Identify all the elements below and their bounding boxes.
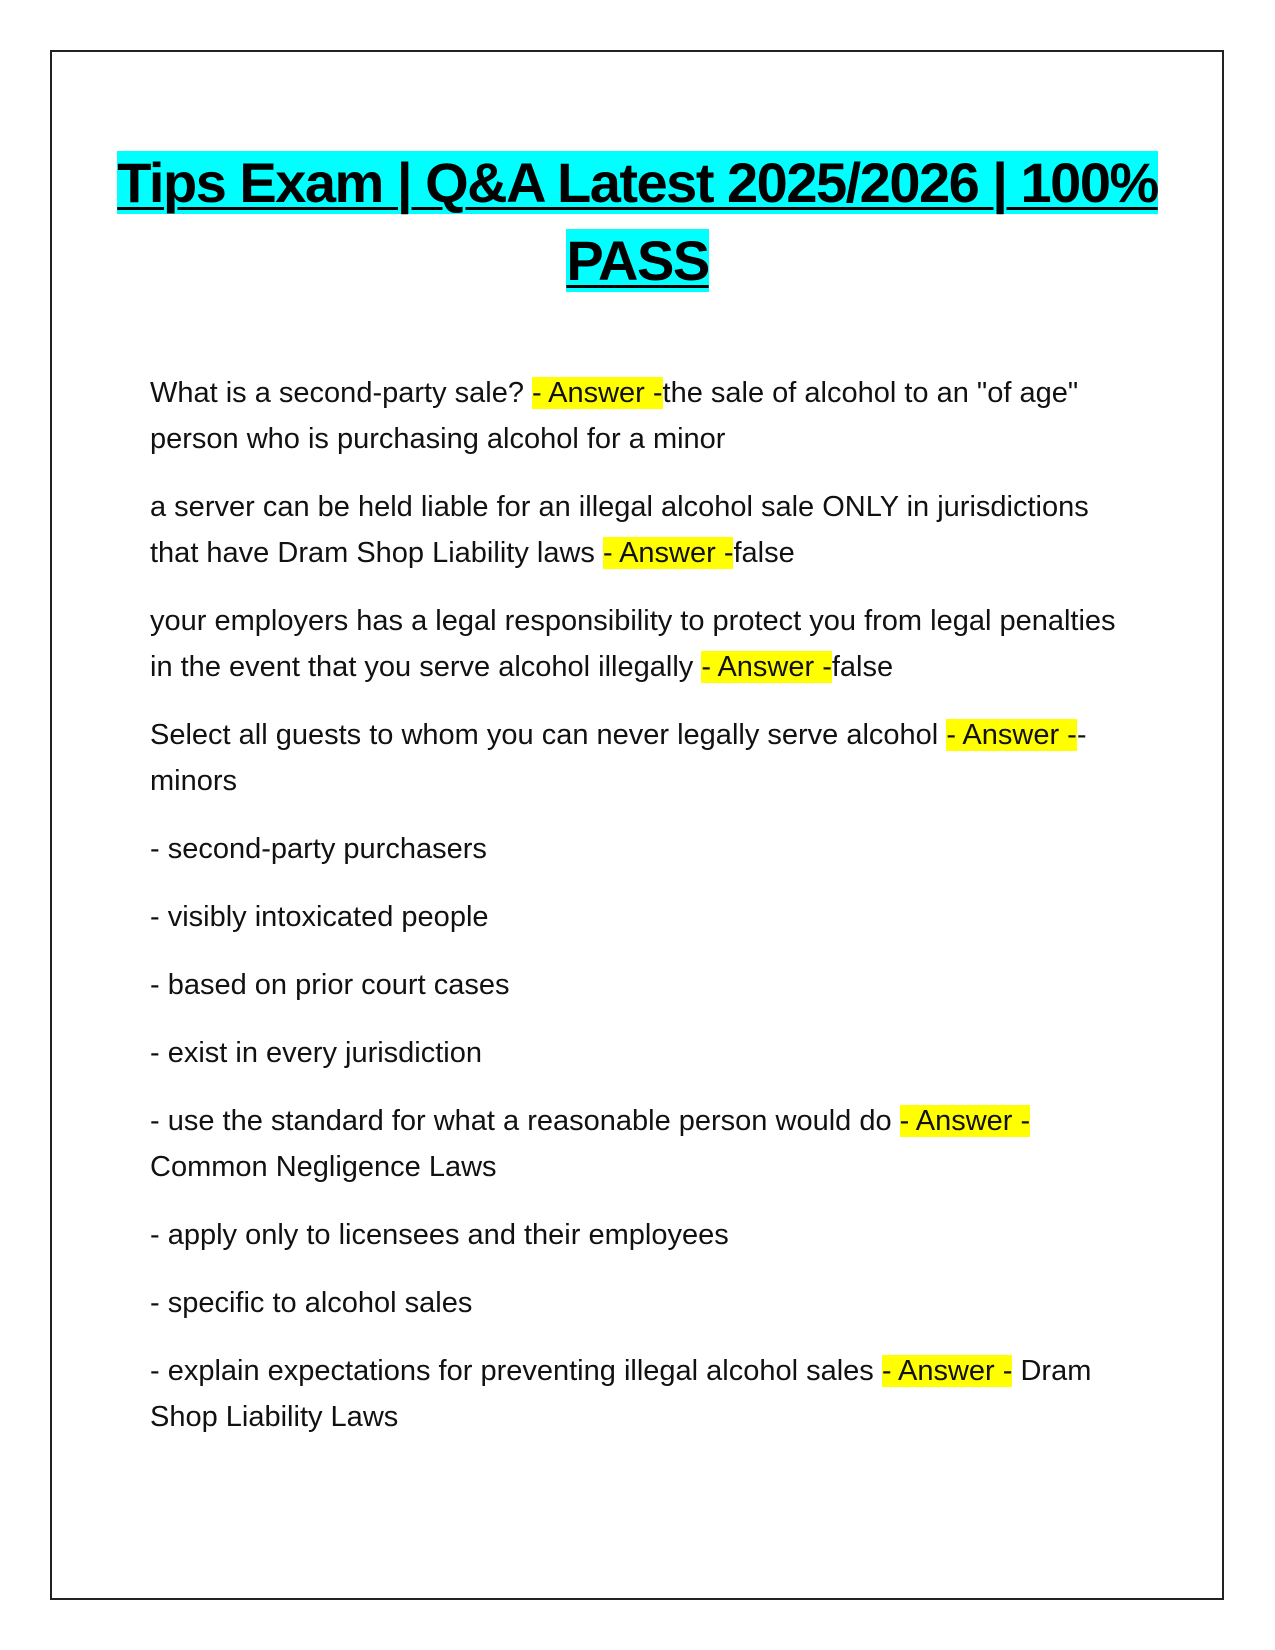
question-text: a server can be held liable for an illegal alcohol sale ONLY in jurisdictions that have Dram Shop Liability laws [150, 491, 1089, 569]
list-item-text: - visibly intoxicated people [150, 901, 489, 933]
qa-content [150, 370, 1140, 1462]
list-item-text: - based on prior court cases [150, 969, 510, 1001]
qa-item [150, 1098, 1140, 1190]
list-item [150, 1030, 1140, 1076]
answer-marker: - Answer - [532, 377, 663, 409]
qa-item [150, 598, 1140, 690]
list-item [150, 1212, 1140, 1258]
question-text: - explain expectations for preventing illegal alcohol sales [150, 1355, 882, 1387]
list-item-text: - apply only to licensees and their employees [150, 1219, 729, 1251]
answer-marker: - Answer - [881, 1355, 1013, 1387]
answer-text: false [831, 651, 894, 683]
answer-text: Dram Shop Liability Laws [150, 1355, 1092, 1433]
answer-marker: - Answer - [946, 719, 1077, 751]
answer-text: - minors [150, 719, 1087, 797]
list-item-text: - specific to alcohol sales [150, 1287, 473, 1319]
document-title-text: Tips Exam | Q&A Latest 2025/2026 | 100% PASS [117, 151, 1158, 292]
qa-item [150, 370, 1140, 462]
question-text: Select all guests to whom you can never legally serve alcohol [150, 719, 947, 751]
list-item [150, 826, 1140, 872]
list-item [150, 1280, 1140, 1326]
question-text: - use the standard for what a reasonable person would do [150, 1105, 900, 1137]
list-item-text: - exist in every jurisdiction [150, 1037, 482, 1069]
qa-item [150, 1348, 1140, 1440]
answer-marker: - Answer - [701, 651, 832, 683]
answer-text: the sale of alcohol to an "of age" person who is purchasing alcohol for a minor [150, 377, 1079, 455]
list-item-text: - second-party purchasers [150, 833, 487, 865]
qa-item [150, 712, 1140, 804]
list-item [150, 962, 1140, 1008]
document-title [110, 144, 1165, 300]
answer-marker: - Answer - [899, 1105, 1031, 1137]
qa-item [150, 484, 1140, 576]
question-text: your employers has a legal responsibility to protect you from legal penalties in the event that you serve alcohol illegally [150, 605, 1116, 683]
question-text: What is a second-party sale? [150, 377, 533, 409]
answer-text: Common Negligence Laws [150, 1151, 497, 1183]
answer-text: false [733, 537, 795, 569]
list-item [150, 894, 1140, 940]
answer-marker: - Answer - [602, 537, 734, 569]
